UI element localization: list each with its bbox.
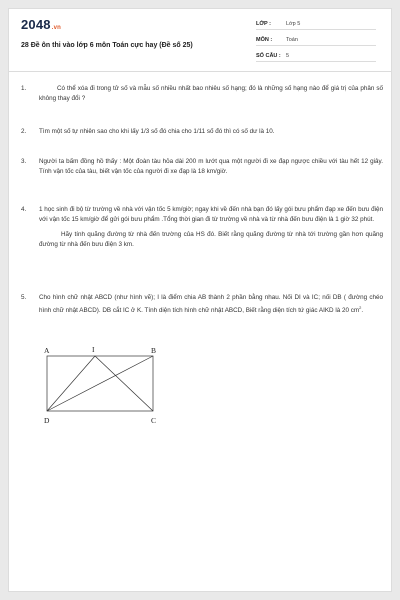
question-number: 4. <box>21 206 27 213</box>
header-divider <box>9 71 391 72</box>
label-a: A <box>44 346 50 355</box>
meta-label: MÔN : <box>256 37 273 43</box>
question-text: 1 học sinh đi bộ từ trường về nhà với vận tốc 5 km/giờ; ngay khi về đến nhà bạn đó lấy gói bưu phẩm đạp xe đến bưu điện với vận tốc 15 km/giờ để gửi gói bưu phẩm .Tổng thời gian đi từ trường về nhà và từ nhà đến bưu điện là 1 giờ 32 phút. Hãy tính quãng đường từ nhà đến trường của HS đó. Biết rằng quãng đường từ nhà tới trường gần hơn quãng đường từ nhà đến bưu điện 3 km. <box>39 206 383 248</box>
question-number: 5. <box>21 294 27 301</box>
rectangle-diagram <box>39 344 169 429</box>
question-text: Tìm một số tự nhiên sao cho khi lấy 1/3 số đó chia cho 1/11 số đó thì có số dư là 10. <box>39 128 275 135</box>
site-logo[interactable]: 2048.vn <box>21 17 62 32</box>
question-text: Người ta bấm đồng hồ thấy : Một đoàn tàu hỏa dài 200 m lướt qua một người đi xe đạp ngược chiều với tàu hết 12 giây. Tính vận tốc của tàu, biết vận tốc của người đi xe đạp là 18 km/giờ. <box>39 158 383 175</box>
worksheet-page <box>8 8 392 592</box>
meta-label: SỐ CÂU : <box>256 53 281 59</box>
rectangle-figure <box>39 344 169 429</box>
label-d: D <box>44 416 50 425</box>
worksheet-header <box>9 9 391 71</box>
label-b: B <box>151 346 157 355</box>
document-title: 28 Đề ôn thi vào lớp 6 môn Toán cực hay (Đề số 25) <box>21 42 193 49</box>
meta-value: Lớp 5 <box>286 21 301 27</box>
question-text: Có thể xóa đi trong tử số và mẫu số nhiều nhất bao nhiêu số hạng; đó là những số hạng nào để giá trị của phân số không thay đổi ? <box>39 85 383 102</box>
meta-row-question-count <box>256 50 376 62</box>
question-number: 3. <box>21 158 27 165</box>
meta-label: LỚP : <box>256 21 271 27</box>
question-text: Cho hình chữ nhật ABCD (như hình vẽ); I là điểm chia AB thành 2 phần bằng nhau. Nối DI và IC; nối DB ( đường chéo hình chữ nhật ABCD). DB cắt IC ở K. Tính diện tích hình chữ nhật ABCD, Biết rằng diện tích tứ giác AIKD là 20 $cm^2$. <box>39 294 383 314</box>
label-c: C <box>151 416 157 425</box>
question-number: 1. <box>21 85 27 92</box>
segment-di <box>47 356 95 411</box>
diagonal-db <box>47 356 153 411</box>
meta-value: Toán <box>286 37 298 43</box>
question-number: 2. <box>21 128 27 135</box>
segment-ic <box>95 356 153 411</box>
meta-row-subject <box>256 34 376 46</box>
area-unit: $cm^2$. <box>350 304 364 314</box>
meta-row-class <box>256 18 376 30</box>
label-i: I <box>92 345 95 354</box>
meta-value: 5 <box>286 53 290 59</box>
